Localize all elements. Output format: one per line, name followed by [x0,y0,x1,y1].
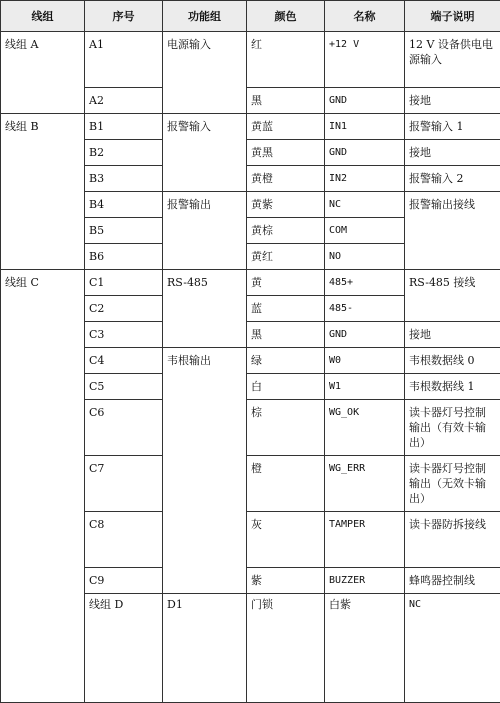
color-cell: 黑 [247,322,325,348]
name-cell: COM [325,218,405,244]
color-cell: 白紫 [325,594,405,703]
desc-cell: 报警输出接线 [405,192,500,270]
desc-cell: 接地 [405,322,500,348]
header-name: 名称 [325,1,405,32]
name-cell: TAMPER [325,512,405,568]
seq-cell: B6 [85,244,163,270]
desc-cell: 报警输入 1 [405,114,500,140]
name-cell: IN1 [325,114,405,140]
color-cell: 棕 [247,400,325,456]
name-cell: GND [325,88,405,114]
color-cell: 黑 [247,88,325,114]
seq-cell: A2 [85,88,163,114]
name-cell: W0 [325,348,405,374]
seq-cell: C1 [85,270,163,296]
table-row [1,270,500,296]
desc-cell: 读卡器灯号控制输出（有效卡输出） [405,400,500,456]
group-cell: 线组 A [1,32,85,114]
color-cell: 白 [247,374,325,400]
table-row [1,32,500,88]
name-cell: GND [325,140,405,166]
color-cell: 绿 [247,348,325,374]
name-cell: 485- [325,296,405,322]
seq-cell: D1 [163,594,247,703]
func-cell: 韦根输出 [163,348,247,594]
desc-cell: RS-485 接线 [405,270,500,322]
name-cell: GND [325,322,405,348]
header-func: 功能组 [163,1,247,32]
color-cell: 灰 [247,512,325,568]
name-cell: WG_OK [325,400,405,456]
desc-cell: 报警输入 2 [405,166,500,192]
seq-cell: B3 [85,166,163,192]
seq-cell: C7 [85,456,163,512]
color-cell: 黄蓝 [247,114,325,140]
desc-cell: 韦根数据线 1 [405,374,500,400]
seq-cell: A1 [85,32,163,88]
desc-cell: 12 V 设备供电电源输入 [405,32,500,88]
name-cell: IN2 [325,166,405,192]
seq-cell: C5 [85,374,163,400]
desc-cell: 接地 [405,88,500,114]
header-group: 线组 [1,1,85,32]
desc-cell: 接地 [405,140,500,166]
name-cell: NC [325,192,405,218]
seq-cell: C3 [85,322,163,348]
color-cell: 紫 [247,568,325,594]
seq-cell: C2 [85,296,163,322]
group-cell: 线组 B [1,114,85,270]
color-cell: 黄橙 [247,166,325,192]
header-row [1,1,500,32]
color-cell: 黄 [247,270,325,296]
header-color: 颜色 [247,1,325,32]
desc-cell: 读卡器灯号控制输出（无效卡输出） [405,456,500,512]
seq-cell: B1 [85,114,163,140]
name-cell: +12 V [325,32,405,88]
color-cell: 黄紫 [247,192,325,218]
color-cell: 橙 [247,456,325,512]
color-cell: 黄黑 [247,140,325,166]
header-desc: 端子说明 [405,1,500,32]
seq-cell: B4 [85,192,163,218]
color-cell: 红 [247,32,325,88]
seq-cell: C6 [85,400,163,456]
func-cell: 报警输出 [163,192,247,270]
func-cell: 电源输入 [163,32,247,114]
func-cell: 报警输入 [163,114,247,192]
name-cell: BUZZER [325,568,405,594]
seq-cell: C8 [85,512,163,568]
header-seq: 序号 [85,1,163,32]
name-cell: NC [405,594,500,703]
seq-cell: B2 [85,140,163,166]
name-cell: WG_ERR [325,456,405,512]
desc-cell: 韦根数据线 0 [405,348,500,374]
desc-cell: 读卡器防拆接线 [405,512,500,568]
seq-cell: C9 [85,568,163,594]
seq-cell: B5 [85,218,163,244]
group-cell: 线组 D [85,594,163,703]
color-cell: 蓝 [247,296,325,322]
name-cell: W1 [325,374,405,400]
func-cell: 门锁 [247,594,325,703]
desc-cell: 蜂鸣器控制线 [405,568,500,594]
table-row [1,114,500,140]
color-cell: 黄棕 [247,218,325,244]
name-cell: 485+ [325,270,405,296]
seq-cell: C4 [85,348,163,374]
color-cell: 黄红 [247,244,325,270]
func-cell: RS-485 [163,270,247,348]
name-cell: NO [325,244,405,270]
group-cell: 线组 C [1,270,85,703]
